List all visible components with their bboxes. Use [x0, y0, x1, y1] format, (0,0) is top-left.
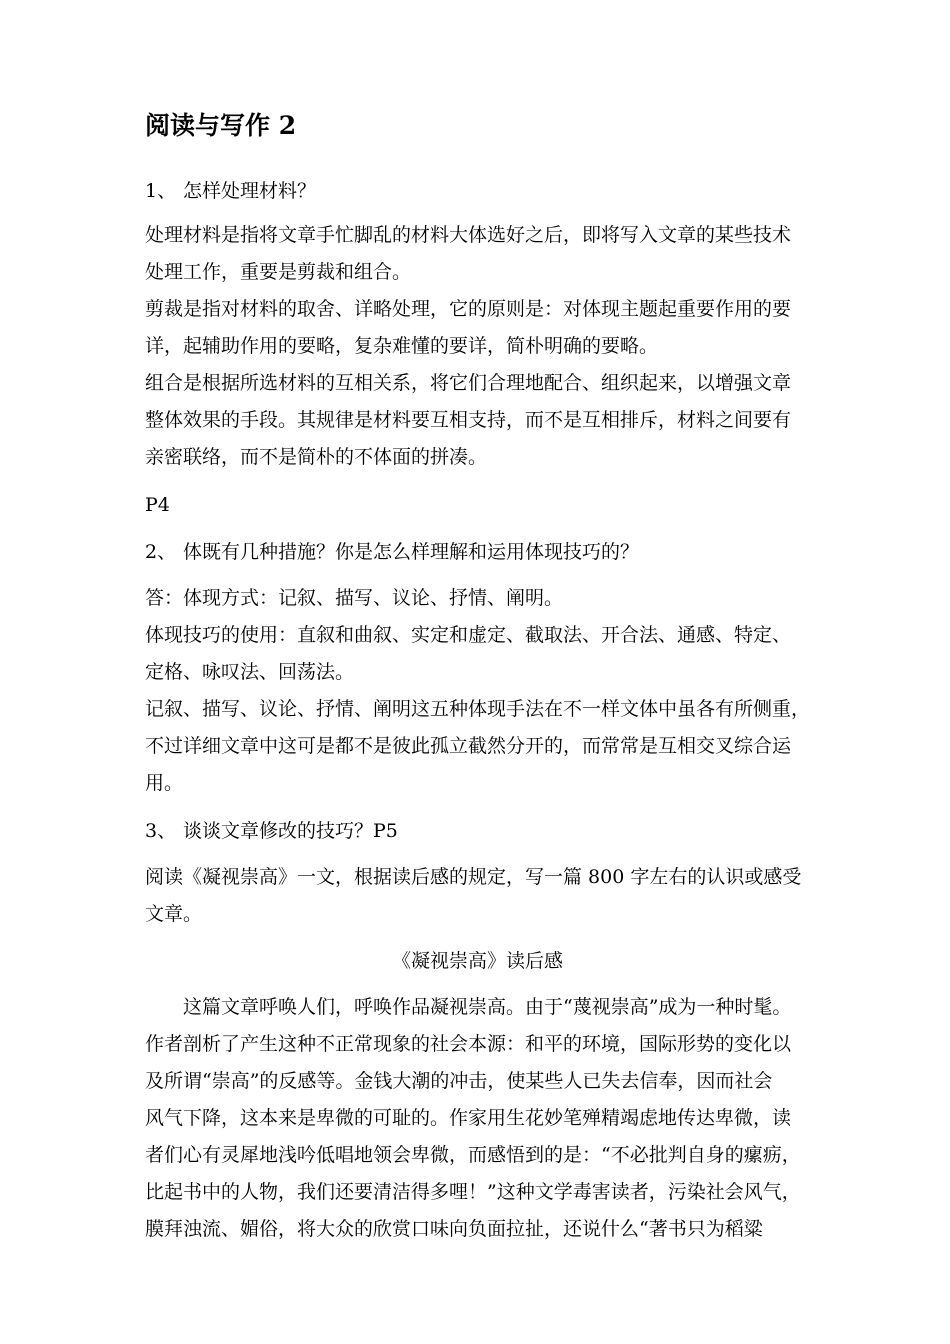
question-text: 体既有几种措施？你是怎么样理解和运用体现技巧的？	[183, 541, 640, 563]
question-3	[145, 818, 398, 844]
question-1	[145, 178, 316, 204]
paragraph-line: 体现技巧的使用：直叙和曲叙、实定和虚定、截取法、开合法、通感、特定、	[145, 624, 792, 646]
question-number: 3、	[145, 820, 177, 842]
question-number: 1、	[145, 180, 177, 202]
essay-line: 比起书中的人物，我们还要清洁得多哩！”这种文学毒害读者，污染社会风气，	[145, 1181, 801, 1203]
paragraph-line: 文章。	[145, 903, 203, 925]
essay-line: 及所谓“崇高”的反感等。金钱大潮的冲击，使某些人已失去信奉，因而社会	[145, 1070, 773, 1092]
paragraph-line: 用。	[145, 772, 184, 794]
question-2	[145, 539, 639, 565]
document-title: 阅读与写作 2	[145, 111, 297, 140]
paragraph-line: 剪裁是指对材料的取舍、详略处理，它的原则是：对体现主题起重要作用的要	[145, 298, 792, 320]
paragraph-line: 不过详细文章中这可是都不是彼此孤立截然分开的，而常常是互相交叉综合运	[145, 735, 792, 757]
paragraph-line: 组合是根据所选材料的互相关系，将它们合理地配合、组织起来，以增强文章	[145, 372, 792, 394]
question-text: 谈谈文章修改的技巧？P5	[183, 820, 398, 842]
essay-line: 作者剖析了产生这种不正常现象的社会本源：和平的环境，国际形势的变化以	[145, 1033, 792, 1055]
question-number: 2、	[145, 541, 177, 563]
paragraph-line: 记叙、描写、议论、抒情、阐明这五种体现手法在不一样文体中虽各有所侧重，	[145, 698, 811, 720]
paragraph-line: 亲密联络，而不是简朴的不体面的拼凑。	[145, 446, 488, 468]
paragraph-line: 定格、咏叹法、回荡法。	[145, 661, 355, 683]
paragraph-line: 答：体现方式：记叙、描写、议论、抒情、阐明。	[145, 587, 564, 609]
paragraph-line: 处理工作，重要是剪裁和组合。	[145, 261, 412, 283]
essay-title: 《凝视崇高》读后感	[391, 950, 563, 972]
page-reference: P4	[145, 494, 170, 516]
paragraph-line: 整体效果的手段。其规律是材料要互相支持，而不是互相排斥，材料之间要有	[145, 409, 792, 431]
essay-line: 者们心有灵犀地浅吟低唱地领会卑微，而感悟到的是：“不必批判自身的瘰疬，	[145, 1144, 801, 1166]
essay-line: 膜拜浊流、媚俗，将大众的欣赏口味向负面拉扯，还说什么“著书只为稻粱	[145, 1218, 763, 1240]
paragraph-line: 详，起辅助作用的要略，复杂难懂的要详，简朴明确的要略。	[145, 335, 659, 357]
paragraph-line: 处理材料是指将文章手忙脚乱的材料大体选好之后，即将写入文章的某些技术	[145, 224, 792, 246]
question-text: 怎样处理材料？	[183, 180, 317, 202]
essay-line: 这篇文章呼唤人们，呼唤作品凝视崇高。由于“蔑视崇高”成为一种时髦。	[183, 996, 792, 1018]
essay-line: 风气下降，这本来是卑微的可耻的。作家用生花妙笔殚精竭虑地传达卑微，读	[145, 1107, 792, 1129]
paragraph-line: 阅读《凝视崇高》一文，根据读后感的规定，写一篇 800 字左右的认识或感受	[145, 866, 802, 888]
